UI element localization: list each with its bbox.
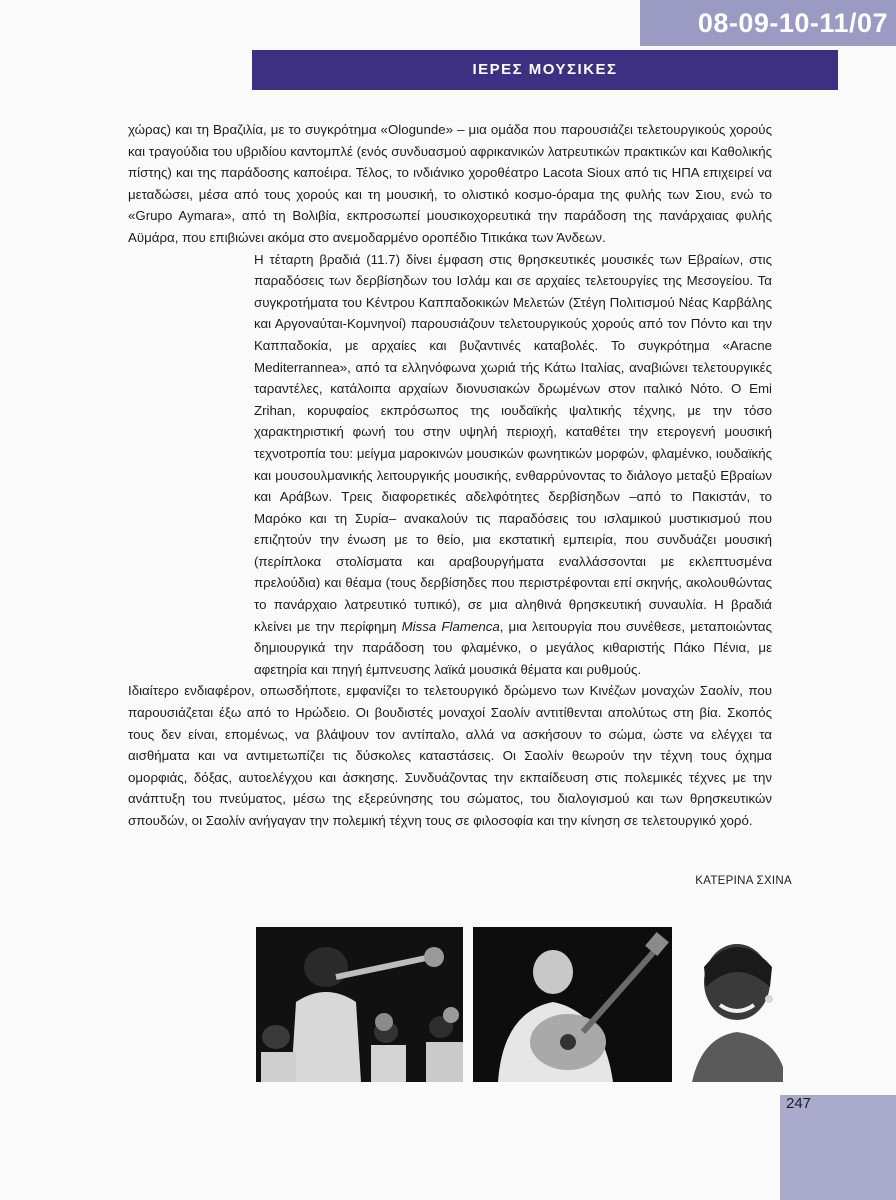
article-paragraph-2-tail: , μια λειτουργία που συνέθεσε, μεταποιώντας δημιουργικά την παράδοση του φλαμένκο, ο μεγάλος κιθαριστής Πάκο Πένια, με αφετηρία και πηγή έμπνευσης λαϊκά μουσικά θέματα και ρυθμούς. bbox=[254, 618, 772, 677]
section-title: ΙΕΡΕΣ ΜΟΥΣΙΚΕΣ bbox=[252, 50, 838, 90]
article-paragraph-2-text: Η τέταρτη βραδιά (11.7) δίνει έμφαση στις θρησκευτικές μουσικές των Εβραίων, στις παραδόσεις των δερβίσηδων του Ισλάμ και σε αρχαίες τελετουργίες της Μεσογείου. Τα συγκροτήματα του Κέντρου Καππαδοκικών Μελετών (Στέγη Πολιτισμού Νέας Καρβάλης και Αργοναύται-Κομνηνοί) παρουσιάζουν τελετουργικούς χορούς από τον Πόντο και την Καππαδοκία, με αρχαίες και βυζαντινές καταβολές. Το συγκρότημα «Aracne Mediterrannea», από τα ελληνόφωνα χωριά τής Κάτω Ιταλίας, αναβιώνει τελετουργικές ταραντέλες, κατάλοιπα αρχαίων διονυσιακών δρωμένων στον ιταλικό Νότο. Ο Emi Zrihan, κορυφαίος εκπρόσωπος της ιουδαϊκής ψαλτικής τέχνης, με την τόσο χαρακτηριστική φωνή του στην υψηλή περιοχή, καταθέτει την ετερογενή μουσική τεχνοτροπία του: μείγμα μαροκινών μουσικών φωνητικών μορφών, φλαμένκο, ιουδαϊκής και μουσουλμανικής λειτουργικής μουσικής, ενθαρρύνοντας το διάλογο μεταξύ Εβραίων και Αράβων. Τρεις διαφορετικές αδελφότητες δερβίσηδων –από το Πακιστάν, το Μαρόκο και τη Συρία– ανακαλούν τις παραδόσεις του ισλαμικού μυστικισμού που επιζητούν την ένωση με το θείο, μια εκστατική εμπειρία, που συνδυάζει μουσική (περίπλοκα στολίσματα και αραβουργήματα εναλλάσσονται με εκλεπτυσμένα πρελούδια) και θέαμα (τους δερβίσηδες που περιστρέφονται επί σκηνής, ακολουθώντας το πανάρχαιο λατρευτικό τυπικό), σε μια αληθινά θρησκευτική συναυλία. Η βραδιά κλείνει με την περίφημη bbox=[254, 251, 772, 634]
work-title-italic: Missa Flamenca bbox=[401, 618, 500, 634]
photo-singer-portrait bbox=[682, 927, 783, 1082]
article-body bbox=[128, 119, 772, 832]
article-paragraph-2 bbox=[128, 249, 772, 681]
photo-guitarist bbox=[473, 927, 672, 1082]
article-paragraph-1: χώρας) και τη Βραζιλία, με το συγκρότημα «Ologunde» – μια ομάδα που παρουσιάζει τελετουργικούς χορούς και τραγούδια του υβριδίου καντομπλέ (ενός συνδυασμού αφρικανικών λατρευτικών πρακτικών και Καθολικής πίστης) και της παράδοσης καποέιρα. Τέλος, το ινδιάνικο χοροθέατρο Lacota Sioux από τις ΗΠΑ επιχειρεί να μεταδώσει, μέσα από τους χορούς και τη μουσική, το ολιστικό κοσμο-όραμα της φυλής των Σιου, ενώ το «Grupo Aymara», από τη Βολιβία, εκπροσωπεί μουσικοχορευτικά την παράδοση της πανάρχαιας φυλής Αϋμάρα, που επιβιώνει ακόμα στο ανεμοδαρμένο οροπέδιο Τιτικάκα των Άνδεων. bbox=[128, 122, 772, 245]
page-number: 247 bbox=[786, 1095, 812, 1112]
issue-date-tab: 08-09-10-11/07 bbox=[640, 0, 896, 46]
article-paragraph-3: Ιδιαίτερο ενδιαφέρον, οπωσδήποτε, εμφανίζει το τελετουργικό δρώμενο των Κινέζων μοναχών Σαολίν, που παρουσιάζεται έξω από το Ηρώδειο. Οι βουδιστές μοναχοί Σαολίν αντιτίθενται απολύτως στη βία. Σκοπός τους δεν είναι, επομένως, να βλάψουν τον αντίπαλο, αλλά να ασκήσουν το σώμα, ώστε να ελέγχει τα αισθήματα και να αντιμετωπίζει τις δύσκολες καταστάσεις. Οι Σαολίν θεωρούν την τέχνη τους όχημα ομορφιάς, δόξας, αυτοελέγχου και άσκησης. Συνδυάζοντας την εκπαίδευση στις πολεμικές τέχνες με την ανάπτυξη του πνεύματος, μέσω της εξερεύνησης του σώματος, του διαλογισμού και των θρησκευτικών σπουδών, οι Σαολίν ανήγαγαν την πολεμική τέχνη τους σε φιλοσοφία και την κίνηση σε τελετουργικό χορό. bbox=[128, 683, 772, 828]
photo-brass-band bbox=[256, 927, 463, 1082]
author-byline: ΚΑΤΕΡΙΝΑ ΣΧΙΝΑ bbox=[695, 875, 792, 887]
